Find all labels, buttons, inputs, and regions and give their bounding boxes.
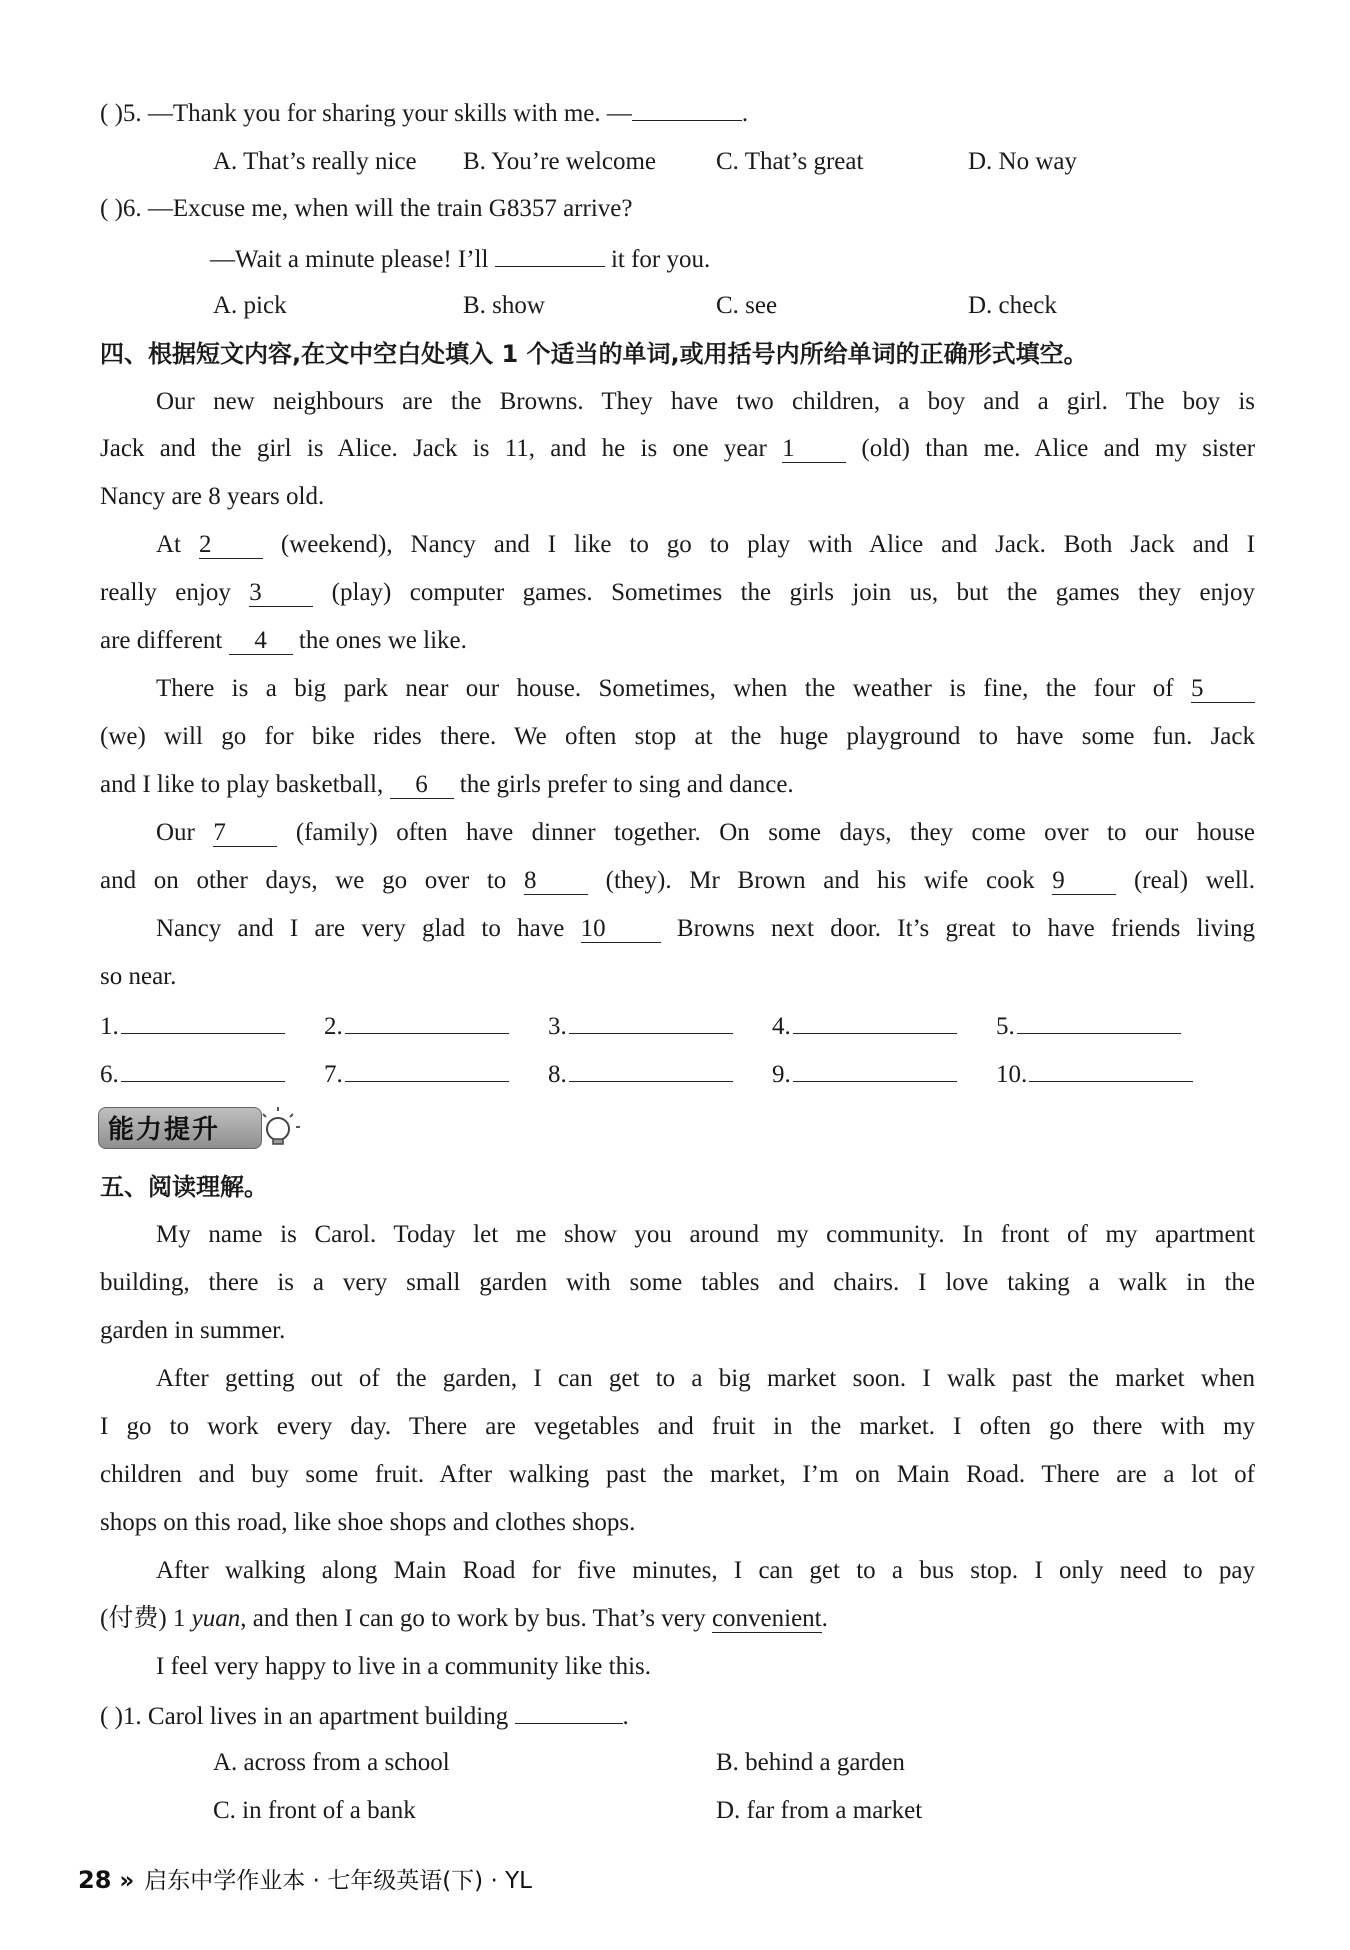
answer-10[interactable]: 10.: [996, 1057, 1193, 1091]
s5-p2-line2: I go to work every day. There are vegetables and fruit in the market. I often go there with my: [100, 1413, 1255, 1440]
chevron-right-icon: »: [119, 1868, 135, 1894]
answer-6[interactable]: 6.: [100, 1057, 285, 1091]
blank-8[interactable]: 8: [524, 868, 588, 895]
q6-option-c: C. see: [716, 292, 778, 319]
s5-p2-line1: After getting out of the garden, I can get to a big market soon. I walk past the market when: [156, 1365, 1255, 1392]
answer-8[interactable]: 8.: [548, 1057, 733, 1091]
ability-badge: [98, 1105, 306, 1149]
q6-line2: —Wait a minute please! I’ll it for you.: [210, 242, 710, 276]
s5-p2-line3: children and buy some fruit. After walking past the market, I’m on Main Road. There are a lot of: [100, 1461, 1255, 1488]
q5-option-b: B. You’re welcome: [463, 148, 657, 175]
answer-2[interactable]: 2.: [324, 1009, 509, 1043]
s4-p2-line3: are different 4 the ones we like.: [100, 627, 467, 654]
s4-p4-line1: Our 7 (family) often have dinner together. On some days, they come over to our house: [156, 819, 1256, 846]
q5-stem: ( )5. —Thank you for sharing your skills with me. — .: [100, 96, 748, 130]
q6-option-a: A. pick: [213, 292, 287, 319]
s4-p5-line1: Nancy and I are very glad to have 10 Browns next door. It’s great to have friends living: [156, 915, 1256, 942]
section4-heading: 四、根据短文内容,在文中空白处填入 1 个适当的单词,或用括号内所给单词的正确形式填空。: [100, 340, 1088, 368]
s4-p4-line2: and on other days, we go over to 8 (they). Mr Brown and his wife cook 9 (real) well.: [100, 867, 1256, 894]
blank-1[interactable]: 1: [782, 436, 846, 463]
s5-p1-line3: garden in summer.: [100, 1317, 286, 1344]
answer-blank[interactable]: [515, 1699, 623, 1724]
s5-q1-option-c: C. in front of a bank: [213, 1797, 416, 1824]
answer-1[interactable]: 1.: [100, 1009, 285, 1043]
badge-label: 能力提升: [108, 1115, 221, 1145]
s5-q1-option-a: A. across from a school: [213, 1749, 450, 1776]
answer-5[interactable]: 5.: [996, 1009, 1181, 1043]
s4-p1-line3: Nancy are 8 years old.: [100, 483, 325, 510]
s4-p1-line2: Jack and the girl is Alice. Jack is 11, and he is one year 1 (old) than me. Alice and my sister: [100, 435, 1256, 462]
answer-3[interactable]: 3.: [548, 1009, 733, 1043]
book-title: 启东中学作业本 · 七年级英语(下) · YL: [144, 1868, 532, 1894]
s5-p4-line1: I feel very happy to live in a community like this.: [156, 1653, 652, 1680]
q6-stem: ( )6. —Excuse me, when will the train G8357 arrive?: [100, 195, 633, 222]
blank-6[interactable]: 6: [390, 772, 454, 799]
s4-p2-line1: At 2 (weekend), Nancy and I like to go to play with Alice and Jack. Both Jack and I: [156, 531, 1256, 558]
blank-7[interactable]: 7: [213, 820, 277, 847]
s4-p1-line1: Our new neighbours are the Browns. They have two children, a boy and a girl. The boy is: [156, 388, 1255, 415]
s5-p3-line2: (付费) 1 yuan, and then I can go to work by bus. That’s very convenient.: [100, 1605, 828, 1632]
blank-9[interactable]: 9: [1052, 868, 1116, 895]
page-footer: [78, 1862, 532, 1895]
s5-q1-option-b: B. behind a garden: [716, 1749, 905, 1776]
s5-q1-option-d: D. far from a market: [716, 1797, 923, 1824]
q5-option-d: D. No way: [968, 148, 1078, 175]
s5-p1-line2: building, there is a very small garden with some tables and chairs. I love taking a walk in the: [100, 1269, 1255, 1296]
s5-p1-line1: My name is Carol. Today let me show you around my community. In front of my apartment: [156, 1221, 1255, 1248]
s4-p3-line3: and I like to play basketball, 6 the girls prefer to sing and dance.: [100, 771, 794, 798]
blank-2[interactable]: 2: [199, 532, 263, 559]
s4-p2-line2: really enjoy 3 (play) computer games. Sometimes the girls join us, but the games they enjoy: [100, 579, 1256, 606]
blank-5[interactable]: 5: [1191, 676, 1255, 703]
lightbulb-icon: [256, 1105, 306, 1149]
q5-option-a: A. That’s really nice: [213, 148, 417, 175]
answer-4[interactable]: 4.: [772, 1009, 957, 1043]
answer-9[interactable]: 9.: [772, 1057, 957, 1091]
s5-p2-line4: shops on this road, like shoe shops and clothes shops.: [100, 1509, 636, 1536]
answer-7[interactable]: 7.: [324, 1057, 509, 1091]
s4-p3-line2: (we) will go for bike rides there. We often stop at the huge playground to have some fun. Jack: [100, 723, 1255, 750]
blank-3[interactable]: 3: [249, 580, 313, 607]
s4-p3-line1: There is a big park near our house. Sometimes, when the weather is fine, the four of 5: [156, 673, 1255, 705]
q6-option-d: D. check: [968, 292, 1057, 319]
section5-heading: 五、阅读理解。: [100, 1173, 268, 1201]
answer-blank[interactable]: [632, 96, 742, 121]
s5-q1-stem: ( )1. Carol lives in an apartment building .: [100, 1699, 629, 1733]
answer-row-1: [100, 1009, 1250, 1041]
answer-blank[interactable]: [495, 242, 605, 267]
underlined-word: convenient: [711, 1605, 822, 1632]
blank-10[interactable]: 10: [581, 916, 661, 943]
answer-row-2: [100, 1057, 1250, 1089]
page-number: 28: [78, 1866, 112, 1894]
s4-p5-line2: so near.: [100, 963, 177, 990]
q5-option-c: C. That’s great: [716, 148, 864, 175]
blank-4[interactable]: 4: [229, 628, 293, 655]
s5-p3-line1: After walking along Main Road for five minutes, I can get to a bus stop. I only need to pay: [156, 1557, 1255, 1584]
q6-option-b: B. show: [463, 292, 545, 319]
